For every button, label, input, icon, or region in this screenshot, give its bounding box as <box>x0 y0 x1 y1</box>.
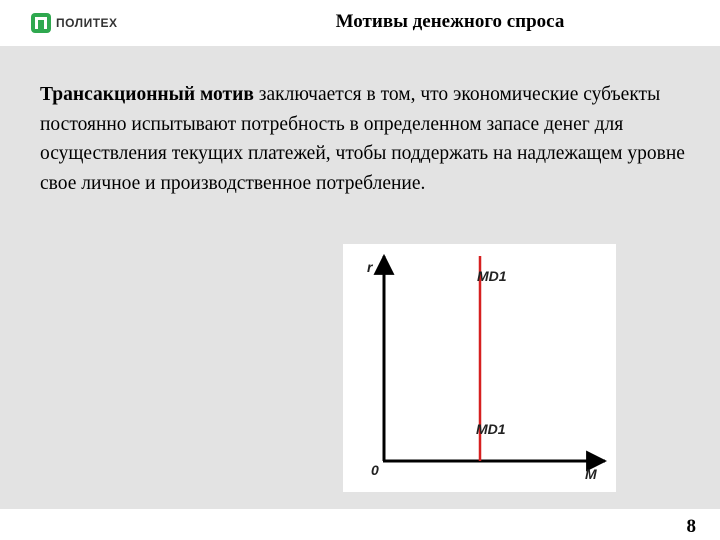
x-axis-label: M <box>585 466 597 482</box>
md1-label-top: MD1 <box>477 268 507 284</box>
slide-title: Мотивы денежного спроса <box>335 11 565 32</box>
origin-label: 0 <box>371 462 379 478</box>
md1-label-bottom: MD1 <box>476 421 506 437</box>
money-demand-chart <box>343 244 616 492</box>
body-text: заключается в том, что экономические субъекты постоянно испытывают потребность в определенном запасе денег для осуществления текущих платежей, чтобы поддержать на надлежащем уровне свое личное и производственное потребление. <box>40 84 685 194</box>
page-number: 8 <box>686 516 696 537</box>
slide-header <box>0 0 720 46</box>
logo-text: ПОЛИТЕХ <box>56 16 118 30</box>
body-paragraph <box>40 80 700 198</box>
chart-svg <box>343 244 616 492</box>
slide-content <box>0 46 720 509</box>
slide-footer <box>0 509 720 540</box>
politech-logo-icon <box>31 13 51 33</box>
politech-logo <box>31 12 118 34</box>
y-axis-label: r <box>367 259 373 275</box>
term-highlight: Трансакционный мотив <box>40 84 254 105</box>
